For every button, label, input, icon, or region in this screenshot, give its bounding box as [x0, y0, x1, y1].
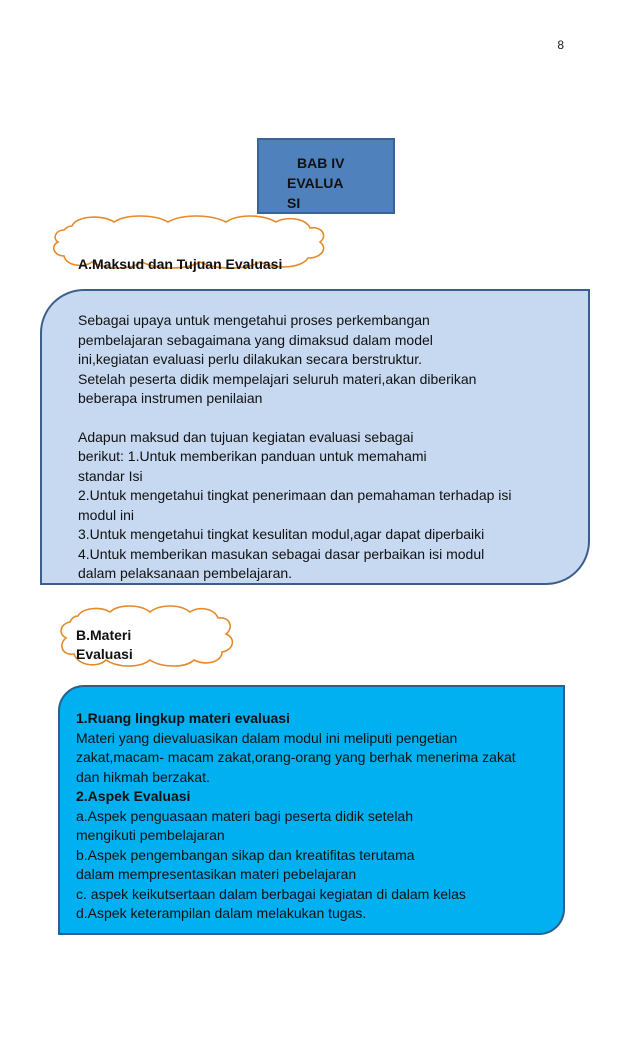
section-a-line: berikut: 1.Untuk memberikan panduan untuk memahami: [78, 448, 427, 464]
section-b-heading-line1: B.Materi: [76, 627, 132, 643]
paragraph-gap: [78, 409, 568, 428]
section-a-line: ini,kegiatan evaluasi perlu dilakukan secara berstruktur.: [78, 351, 422, 367]
subsection-1-title: 1.Ruang lingkup materi evaluasi: [76, 710, 290, 726]
chapter-title-line3: SI: [287, 195, 301, 211]
section-b-content-box: [58, 685, 565, 935]
section-b-line: mengikuti pembelajaran: [76, 827, 225, 843]
section-a-line: Sebagai upaya untuk mengetahui proses perkembangan: [78, 312, 430, 328]
section-b-heading: [76, 626, 133, 664]
section-a-line: dalam pelaksanaan pembelajaran.: [78, 565, 293, 581]
section-b-line: Materi yang dievaluasikan dalam modul ini meliputi pengetian: [76, 729, 458, 746]
section-b-line: b.Aspek pengembangan sikap dan kreatifitas terutama: [76, 846, 415, 863]
chapter-title-line1: BAB IV: [297, 155, 345, 171]
section-a-line: pembelajaran sebagaimana yang dimaksud dalam model: [78, 331, 433, 348]
section-a-line: 3.Untuk mengetahui tingkat kesulitan modul,agar dapat diperbaiki: [78, 526, 485, 542]
section-b-line: c. aspek keikutsertaan dalam berbagai kegiatan di dalam kelas: [76, 885, 466, 902]
section-a-line: 4.Untuk memberikan masukan sebagai dasar perbaikan isi modul: [78, 545, 485, 562]
chapter-title-box: [257, 138, 395, 214]
section-b-line: zakat,macam- macam zakat,orang-orang yang berhak menerima zakat: [76, 749, 516, 765]
section-a-line: beberapa instrumen penilaian: [78, 390, 263, 406]
section-a-line: standar Isi: [78, 467, 143, 484]
section-b-line: dan hikmah berzakat.: [76, 768, 210, 785]
section-b-line: a.Aspek penguasaan materi bagi peserta didik setelah: [76, 807, 413, 824]
chapter-title-line2: EVALUA: [287, 175, 344, 191]
section-a-line: modul ini: [78, 506, 135, 523]
page-number: 8: [557, 38, 564, 52]
section-a-line: Adapun maksud dan tujuan kegiatan evaluasi sebagai: [78, 428, 414, 445]
subsection-2-title: 2.Aspek Evaluasi: [76, 788, 191, 804]
section-a-line: Setelah peserta didik mempelajari seluruh materi,akan diberikan: [78, 370, 477, 387]
section-b-line: dalam mempresentasikan materi pebelajaran: [76, 866, 357, 882]
section-a-content-box: [40, 289, 590, 585]
section-a-heading: A.Maksud dan Tujuan Evaluasi: [78, 256, 283, 272]
section-b-line: d.Aspek keterampilan dalam melakukan tugas.: [76, 905, 367, 921]
section-b-heading-line2: Evaluasi: [76, 646, 133, 662]
section-a-line: 2.Untuk mengetahui tingkat penerimaan dan pemahaman terhadap isi: [78, 487, 512, 503]
